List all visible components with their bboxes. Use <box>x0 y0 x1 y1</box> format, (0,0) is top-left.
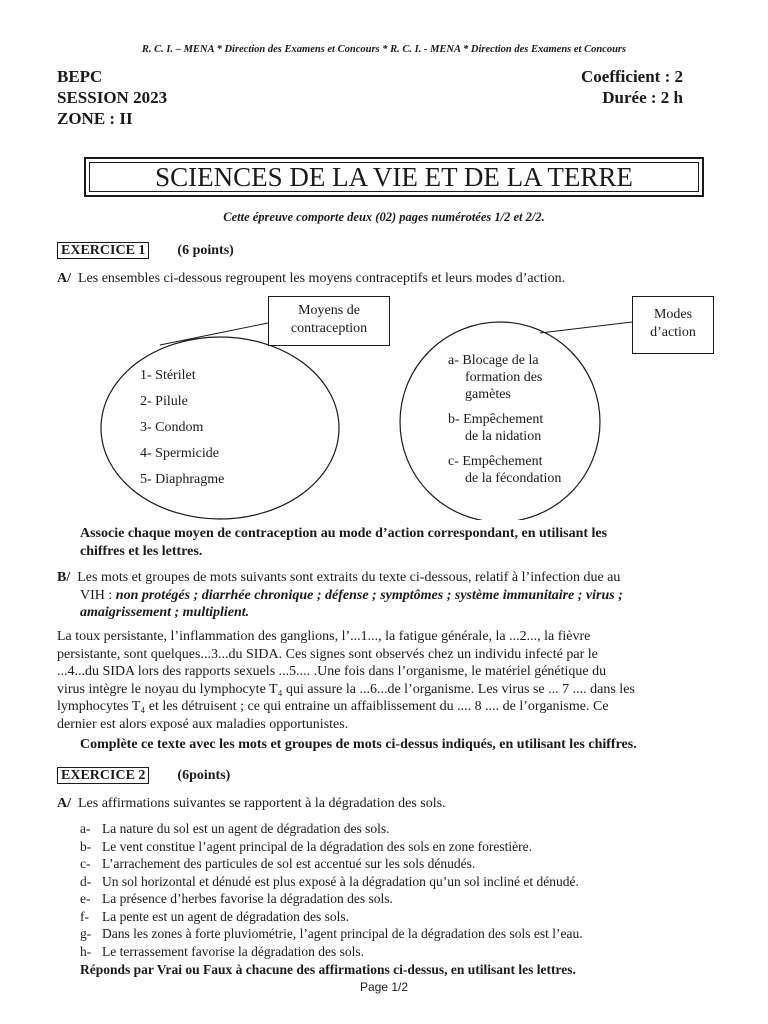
statement-text: Un sol horizontal et dénudé est plus exposé à la dégradation qu’un sol incliné et dénudé. <box>102 873 579 889</box>
mode-a-line3: gamètes <box>465 387 511 402</box>
mode-c-line1: c- Empêchement <box>448 454 543 469</box>
ex1-points: (6 points) <box>177 243 234 258</box>
ex1-b-intro <box>57 569 714 622</box>
ex1-text-line6: dernier est alors exposé aux maladies opportunistes. <box>57 716 349 732</box>
statement-letter: d- <box>80 873 92 889</box>
exam-zone: ZONE : II <box>57 109 133 128</box>
ex1-text-line2: persistante, sont quelques...3...du SIDA. Ces signes sont observés chez un individu infecté par le <box>57 646 598 662</box>
statement-letter: g- <box>80 926 92 941</box>
ex1-b-intro-line1: Les mots et groupes de mots suivants sont extraits du texte ci-dessous, relatif à l’infection due au <box>77 570 621 585</box>
statement-f <box>80 908 349 926</box>
ex2-heading <box>57 766 230 785</box>
header-line: R. C. I. – MENA * Direction des Examens et Concours * R. C. I. - MENA * Direction des Examens et Concours <box>141 44 627 55</box>
statement-e <box>80 890 393 908</box>
ex1-b-marker: B/ <box>57 570 71 585</box>
ex1-a-instruction-line1: Associe chaque moyen de contraception au mode d’action correspondant, en utilisant les <box>80 526 608 541</box>
mode-a-line1: a- Blocage de la <box>448 353 539 368</box>
ex1-text-line5: lymphocytes T₄ et les détruisent ; ce qui entraine un affaiblissement du .... 8 .... de l’organisme. Ce <box>57 699 609 714</box>
means-connector <box>160 323 268 345</box>
modes-list <box>448 352 561 487</box>
ex1-b-intro-line2: VIH : <box>80 587 113 603</box>
statement-text: La présence d’herbes favorise la dégradation des sols. <box>102 891 393 906</box>
ex2-a-intro <box>57 795 717 813</box>
ex2-instruction: Réponds par Vrai ou Faux à chacune des affirmations ci-dessus, en utilisant les lettres. <box>80 962 576 977</box>
ex1-a-intro-text: Les ensembles ci-dessous regroupent les moyens contraceptifs et leurs modes d’action. <box>78 271 566 286</box>
ex1-a-instruction <box>80 525 720 560</box>
subtitle: Cette épreuve comporte deux (02) pages numérotées 1/2 et 2/2. <box>223 210 545 224</box>
statement-letter: f- <box>80 908 89 924</box>
statement-text: Le terrassement favorise la dégradation des sols. <box>102 943 365 959</box>
ex1-text-line1: La toux persistante, l’inflammation des ganglions, l’...1..., la fatigue générale, la ...2..., la fièvre <box>57 629 591 644</box>
ex1-a-instruction-line2: chiffres et les lettres. <box>80 543 203 559</box>
ex1-label: EXERCICE 1 <box>57 242 149 259</box>
mode-b-line2: de la nidation <box>465 429 542 444</box>
means-item-4: 4- Spermicide <box>140 446 219 461</box>
ex1-b-text <box>57 628 714 733</box>
page-title-text: SCIENCES DE LA VIE ET DE LA TERRE <box>155 161 633 192</box>
statement-d <box>80 873 579 891</box>
mode-a-line2: formation des <box>465 370 543 385</box>
statement-b <box>80 838 532 856</box>
statement-text: Dans les zones à forte pluviométrie, l’agent principal de la dégradation des sols est l’eau. <box>102 926 583 941</box>
exam-name: BEPC <box>57 67 103 86</box>
statement-letter: h- <box>80 943 92 959</box>
means-box-line2: contraception <box>290 321 368 336</box>
ex1-a-marker: A/ <box>57 271 71 286</box>
statement-text: Le vent constitue l’agent principal de la dégradation des sols en zone forestière. <box>102 838 532 854</box>
statement-c <box>80 855 475 873</box>
modes-box <box>632 296 714 354</box>
statement-g <box>80 925 583 943</box>
ex1-b-instruction: Complète ce texte avec les mots et groupes de mots ci-dessus indiqués, en utilisant les chiffres. <box>80 737 637 752</box>
modes-connector <box>540 322 632 333</box>
means-box <box>268 296 390 346</box>
mode-c-line2: de la fécondation <box>465 471 562 486</box>
ex1-text-line3: ...4...du SIDA lors des rapports sexuels ...5.... .Une fois dans l’organisme, le matériel génétique du <box>57 664 607 679</box>
ex2-a-intro-text: Les affirmations suivantes se rapportent à la dégradation des sols. <box>78 796 446 811</box>
modes-box-line2: d’action <box>650 325 696 340</box>
means-list <box>140 367 224 497</box>
coefficient: Coefficient : 2 <box>581 67 683 86</box>
statement-text: La nature du sol est un agent de dégradation des sols. <box>102 821 390 836</box>
ex1-b-words-line1: non protégés ; diarrhée chronique ; défense ; symptômes ; système immunitaire ; virus ; <box>115 587 623 603</box>
mode-b-line1: b- Empêchement <box>448 412 544 427</box>
statement-a <box>80 820 390 838</box>
statement-letter: a- <box>80 821 91 836</box>
means-item-3: 3- Condom <box>140 420 204 435</box>
ex2-label: EXERCICE 2 <box>57 767 149 784</box>
statement-h <box>80 943 364 961</box>
statement-text: L’arrachement des particules de sol est accentué sur les sols dénudés. <box>102 856 476 871</box>
ex2-a-marker: A/ <box>57 796 71 811</box>
ex1-text-line4: virus intègre le noyau du lymphocyte T₄ qui assure la ...6...de l’organisme. Les virus se ... 7 .... dans les <box>57 681 635 697</box>
exam-session: SESSION 2023 <box>57 88 168 107</box>
means-item-1: 1- Stérilet <box>140 368 196 383</box>
duration: Durée : 2 h <box>602 88 683 107</box>
ex1-b-words-line2: amaigrissement ; multiplient. <box>80 605 250 620</box>
page-number: Page 1/2 <box>359 980 409 994</box>
means-item-5: 5- Diaphragme <box>140 472 225 487</box>
means-box-line1: Moyens de <box>298 303 360 318</box>
statement-text: La pente est un agent de dégradation des sols. <box>102 908 350 924</box>
modes-box-line1: Modes <box>653 307 693 322</box>
statement-letter: b- <box>80 838 92 854</box>
statement-letter: c- <box>80 856 91 871</box>
ex2-points: (6points) <box>177 768 231 783</box>
ex2-statements <box>80 820 720 960</box>
statement-letter: e- <box>80 891 91 906</box>
means-item-2: 2- Pilule <box>140 394 188 409</box>
